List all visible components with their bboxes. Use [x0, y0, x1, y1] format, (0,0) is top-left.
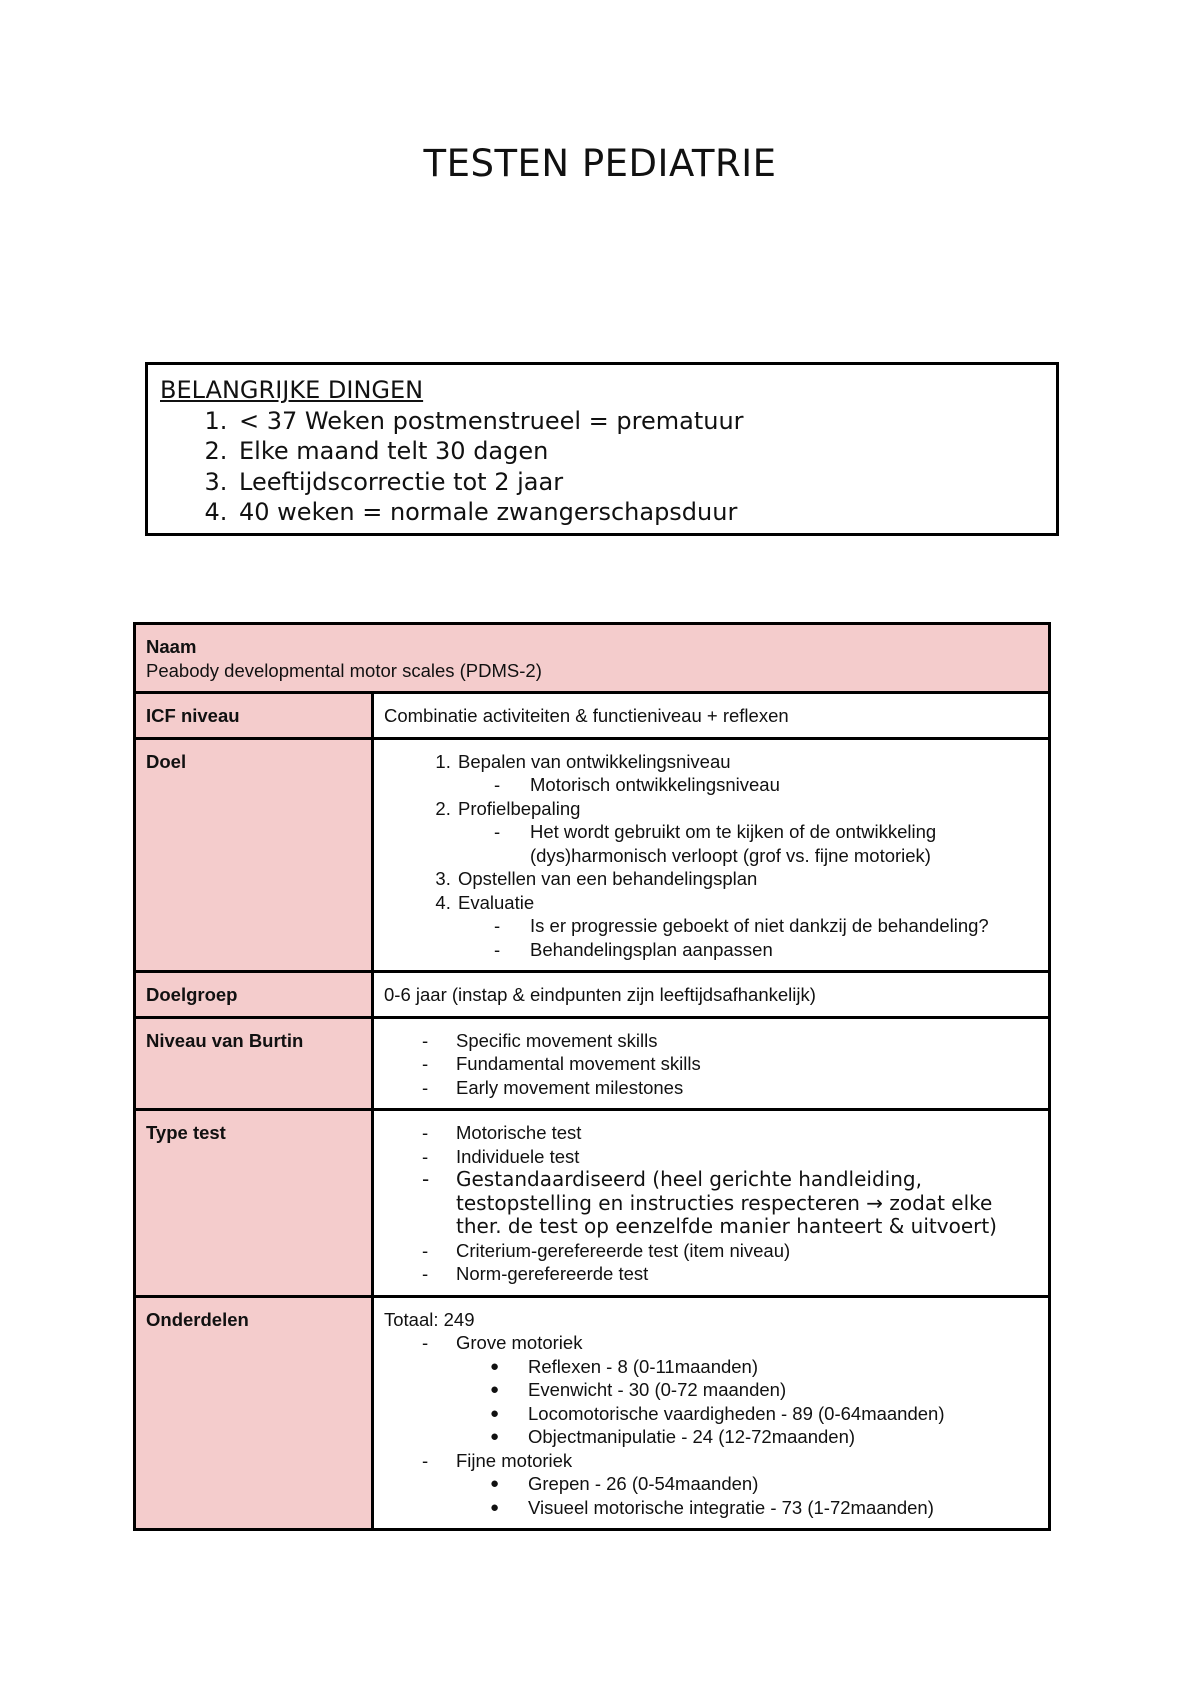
onderdelen-total: Totaal: 249: [384, 1308, 475, 1330]
burtin-label: Niveau van Burtin: [135, 1017, 373, 1110]
list-item: - Motorisch ontwikkelingsniveau: [530, 773, 1038, 797]
sub-list: [456, 1355, 1038, 1449]
important-heading: BELANGRIJKE DINGEN: [160, 376, 424, 404]
list-item: ● Objectmanipulatie - 24 (12-72maanden): [528, 1425, 1038, 1449]
test-info-table: [133, 622, 1051, 1531]
doelgroep-label: Doelgroep: [135, 972, 373, 1018]
list-item: 3. Leeftijdscorrectie tot 2 jaar: [235, 467, 1046, 498]
list-item: 1. < 37 Weken postmenstrueel = prematuur: [235, 406, 1046, 437]
sub-list: [458, 773, 1038, 797]
list-item: [456, 1331, 1038, 1449]
list-item: [456, 867, 1038, 891]
list-item: - Behandelingsplan aanpassen: [530, 938, 1038, 962]
list-item: [456, 797, 1038, 868]
burtin-cell: [373, 1017, 1050, 1110]
icf-label: ICF niveau: [135, 693, 373, 739]
page-title: TESTEN PEDIATRIE: [423, 142, 777, 185]
list-item: ● Reflexen - 8 (0-11maanden): [528, 1355, 1038, 1379]
table-row: [135, 1017, 1050, 1110]
onderdelen-label: Onderdelen: [135, 1296, 373, 1530]
list-item: - Gestandaardiseerd (heel gerichte handleiding, testopstelling en instructies respecteren → zodat elke ther. de test op eenzelfde manier hanteert & uitvoert): [456, 1168, 1038, 1239]
group-name: Grove motoriek: [456, 1332, 583, 1353]
important-list: [160, 406, 1046, 528]
list-item: - Criterium-gerefereerde test (item niveau): [456, 1239, 1038, 1263]
type-label: Type test: [135, 1110, 373, 1297]
onderdelen-cell: [373, 1296, 1050, 1530]
table-row: [135, 738, 1050, 972]
list-item: [456, 750, 1038, 797]
sub-list: [458, 914, 1038, 961]
doel-item-text: Profielbepaling: [458, 797, 581, 819]
onderdelen-list: [384, 1331, 1038, 1519]
doel-item-text: Bepalen van ontwikkelingsniveau: [458, 750, 731, 772]
list-item: - Fundamental movement skills: [456, 1052, 1038, 1076]
list-item: - Specific movement skills: [456, 1029, 1038, 1053]
burtin-list: [384, 1029, 1038, 1100]
group-name: Fijne motoriek: [456, 1449, 573, 1471]
doel-list: [384, 750, 1038, 962]
naam-cell: [135, 624, 1050, 693]
type-cell: [373, 1110, 1050, 1297]
list-item: - Early movement milestones: [456, 1076, 1038, 1100]
table-row: [135, 1110, 1050, 1297]
list-item: - Motorische test: [456, 1121, 1038, 1145]
sub-list: [456, 1472, 1038, 1519]
list-item: 2. Elke maand telt 30 dagen: [235, 436, 1046, 467]
table-row: [135, 693, 1050, 739]
table-row: [135, 972, 1050, 1018]
list-item: ● Visueel motorische integratie - 73 (1-72maanden): [528, 1496, 1038, 1520]
list-item: - Individuele test: [456, 1145, 1038, 1169]
naam-label: Naam: [146, 636, 197, 657]
list-item: ● Locomotorische vaardigheden - 89 (0-64maanden): [528, 1402, 1038, 1426]
doel-label: Doel: [135, 738, 373, 972]
list-item: ● Evenwicht - 30 (0-72 maanden): [528, 1378, 1038, 1402]
list-item: - Is er progressie geboekt of niet dankzij de behandeling?: [530, 914, 1038, 938]
naam-value: Peabody developmental motor scales (PDMS-2): [146, 659, 542, 681]
type-list: [384, 1121, 1038, 1286]
table-row: [135, 1296, 1050, 1530]
list-item: [456, 891, 1038, 962]
list-item: 4. 40 weken = normale zwangerschapsduur: [235, 497, 1046, 528]
table-row: [135, 624, 1050, 693]
list-item: [456, 1449, 1038, 1520]
sub-list: [458, 820, 1038, 867]
doel-item-text: Evaluatie: [458, 891, 535, 913]
doel-cell: [373, 738, 1050, 972]
doelgroep-value: 0-6 jaar (instap & eindpunten zijn leeftijdsafhankelijk): [373, 972, 1050, 1018]
important-box: [145, 362, 1059, 536]
list-item: - Het wordt gebruikt om te kijken of de ontwikkeling (dys)harmonisch verloopt (grof vs. fijne motoriek): [530, 820, 1038, 867]
doel-item-text: Opstellen van een behandelingsplan: [458, 868, 758, 889]
list-item: ● Grepen - 26 (0-54maanden): [528, 1472, 1038, 1496]
list-item: - Norm-gerefereerde test: [456, 1262, 1038, 1286]
icf-value: Combinatie activiteiten & functieniveau + reflexen: [373, 693, 1050, 739]
